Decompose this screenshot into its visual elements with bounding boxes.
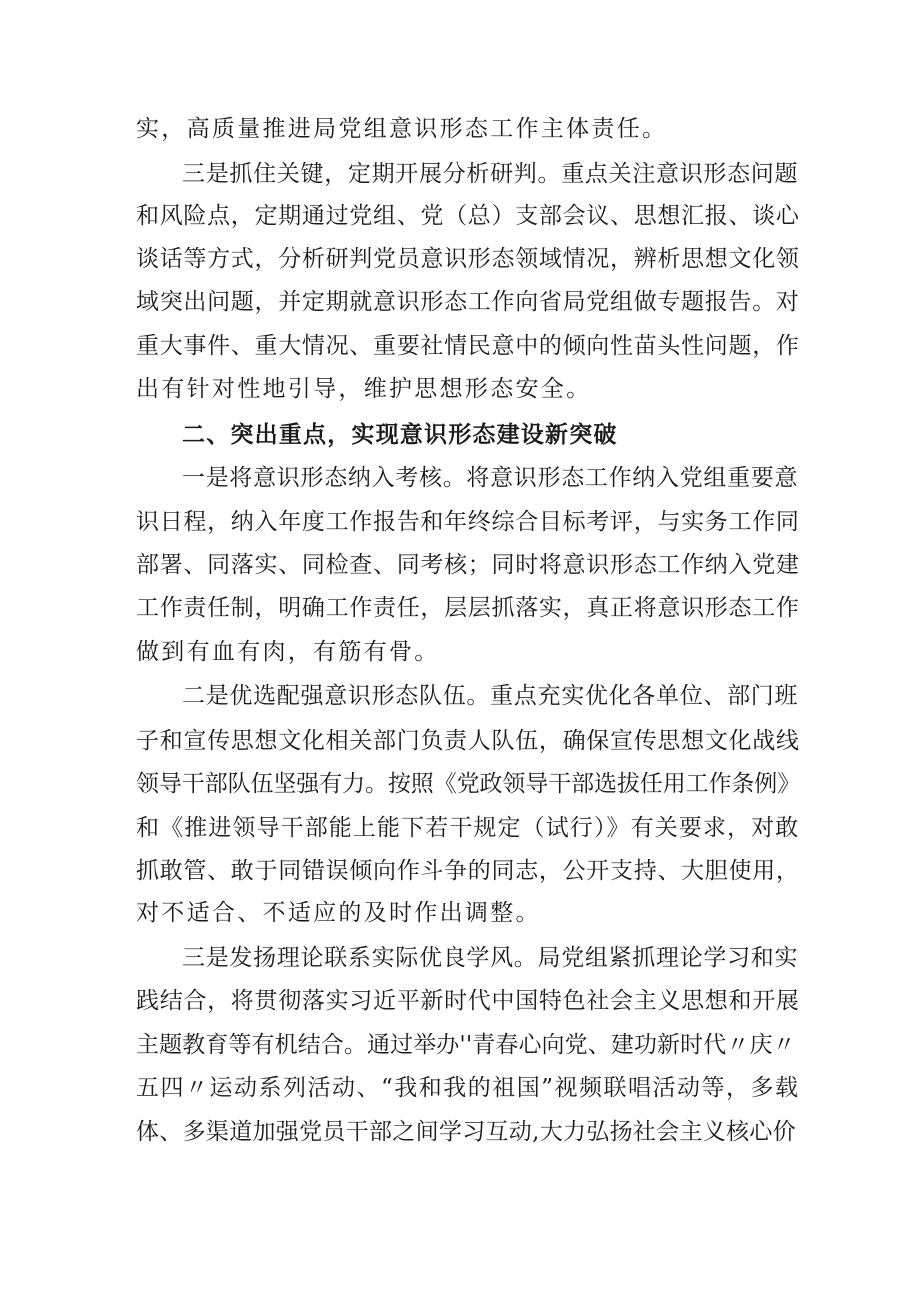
body-line: 践结合，将贯彻落实习近平新时代中国特色社会主义思想和开展 <box>136 988 800 1014</box>
body-line: 出有针对性地引导，维护思想形态安全。 <box>136 376 592 402</box>
paragraph-start-line: 一是将意识形态纳入考核。将意识形态工作纳入党组重要意 <box>182 465 799 491</box>
body-line: 领导干部队伍坚强有力。按照《党政领导干部选拔任用工作条例》 <box>136 771 801 797</box>
paragraph-start-line: 二是优选配强意识形态队伍。重点充实优化各单位、部门班 <box>182 683 799 709</box>
body-line: 抓敢管、敢于同错误倾向作斗争的同志，公开支持、大胆使用， <box>136 858 800 884</box>
body-line: 对不适合、不适应的及时作出调整。 <box>136 900 541 926</box>
body-line: 工作责任制，明确工作责任，层层抓落实，真正将意识形态工作 <box>136 595 800 621</box>
body-line: 和风险点，定期通过党组、党（总）支部会议、思想汇报、谈心 <box>136 203 800 229</box>
body-line: 实，高质量推进局党组意识形态工作主体责任。 <box>136 116 668 142</box>
body-line: 子和宣传思想文化相关部门负责人队伍，确保宣传思想文化战线 <box>136 728 800 754</box>
body-line: 重大事件、重大情况、重要社情民意中的倾向性苗头性问题，作 <box>136 333 800 359</box>
body-line: 体、多渠道加强党员干部之间学习互动,大力弘扬社会主义核心价 <box>136 1119 797 1145</box>
body-line: 和《推进领导干部能上能下若干规定（试行）》有关要求，对敢 <box>136 815 800 841</box>
body-line: 五四〃运动系列活动、“我和我的祖国”视频联唱活动等，多载 <box>136 1075 800 1101</box>
body-line: 主题教育等有机结合。通过举办''青春心向党、建功新时代〃庆〃 <box>136 1032 796 1058</box>
body-line: 域突出问题，并定期就意识形态工作向省局党组做专题报告。对 <box>136 289 800 315</box>
paragraph-start-line: 三是抓住关键，定期开展分析研判。重点关注意识形态问题 <box>182 161 799 187</box>
body-line: 做到有血有肉，有筋有骨。 <box>136 639 440 665</box>
body-line: 谈话等方式，分析研判党员意识形态领域情况，辨析思想文化领 <box>136 246 800 272</box>
body-line: 部署、同落实、同检查、同考核；同时将意识形态工作纳入党建 <box>136 552 800 578</box>
section-heading: 二、突出重点，实现意识形态建设新突破 <box>182 422 618 448</box>
paragraph-start-line: 三是发扬理论联系实际优良学风。局党组紧抓理论学习和实 <box>182 945 799 971</box>
body-line: 识日程，纳入年度工作报告和年终综合目标考评，与实务工作同 <box>136 509 800 535</box>
